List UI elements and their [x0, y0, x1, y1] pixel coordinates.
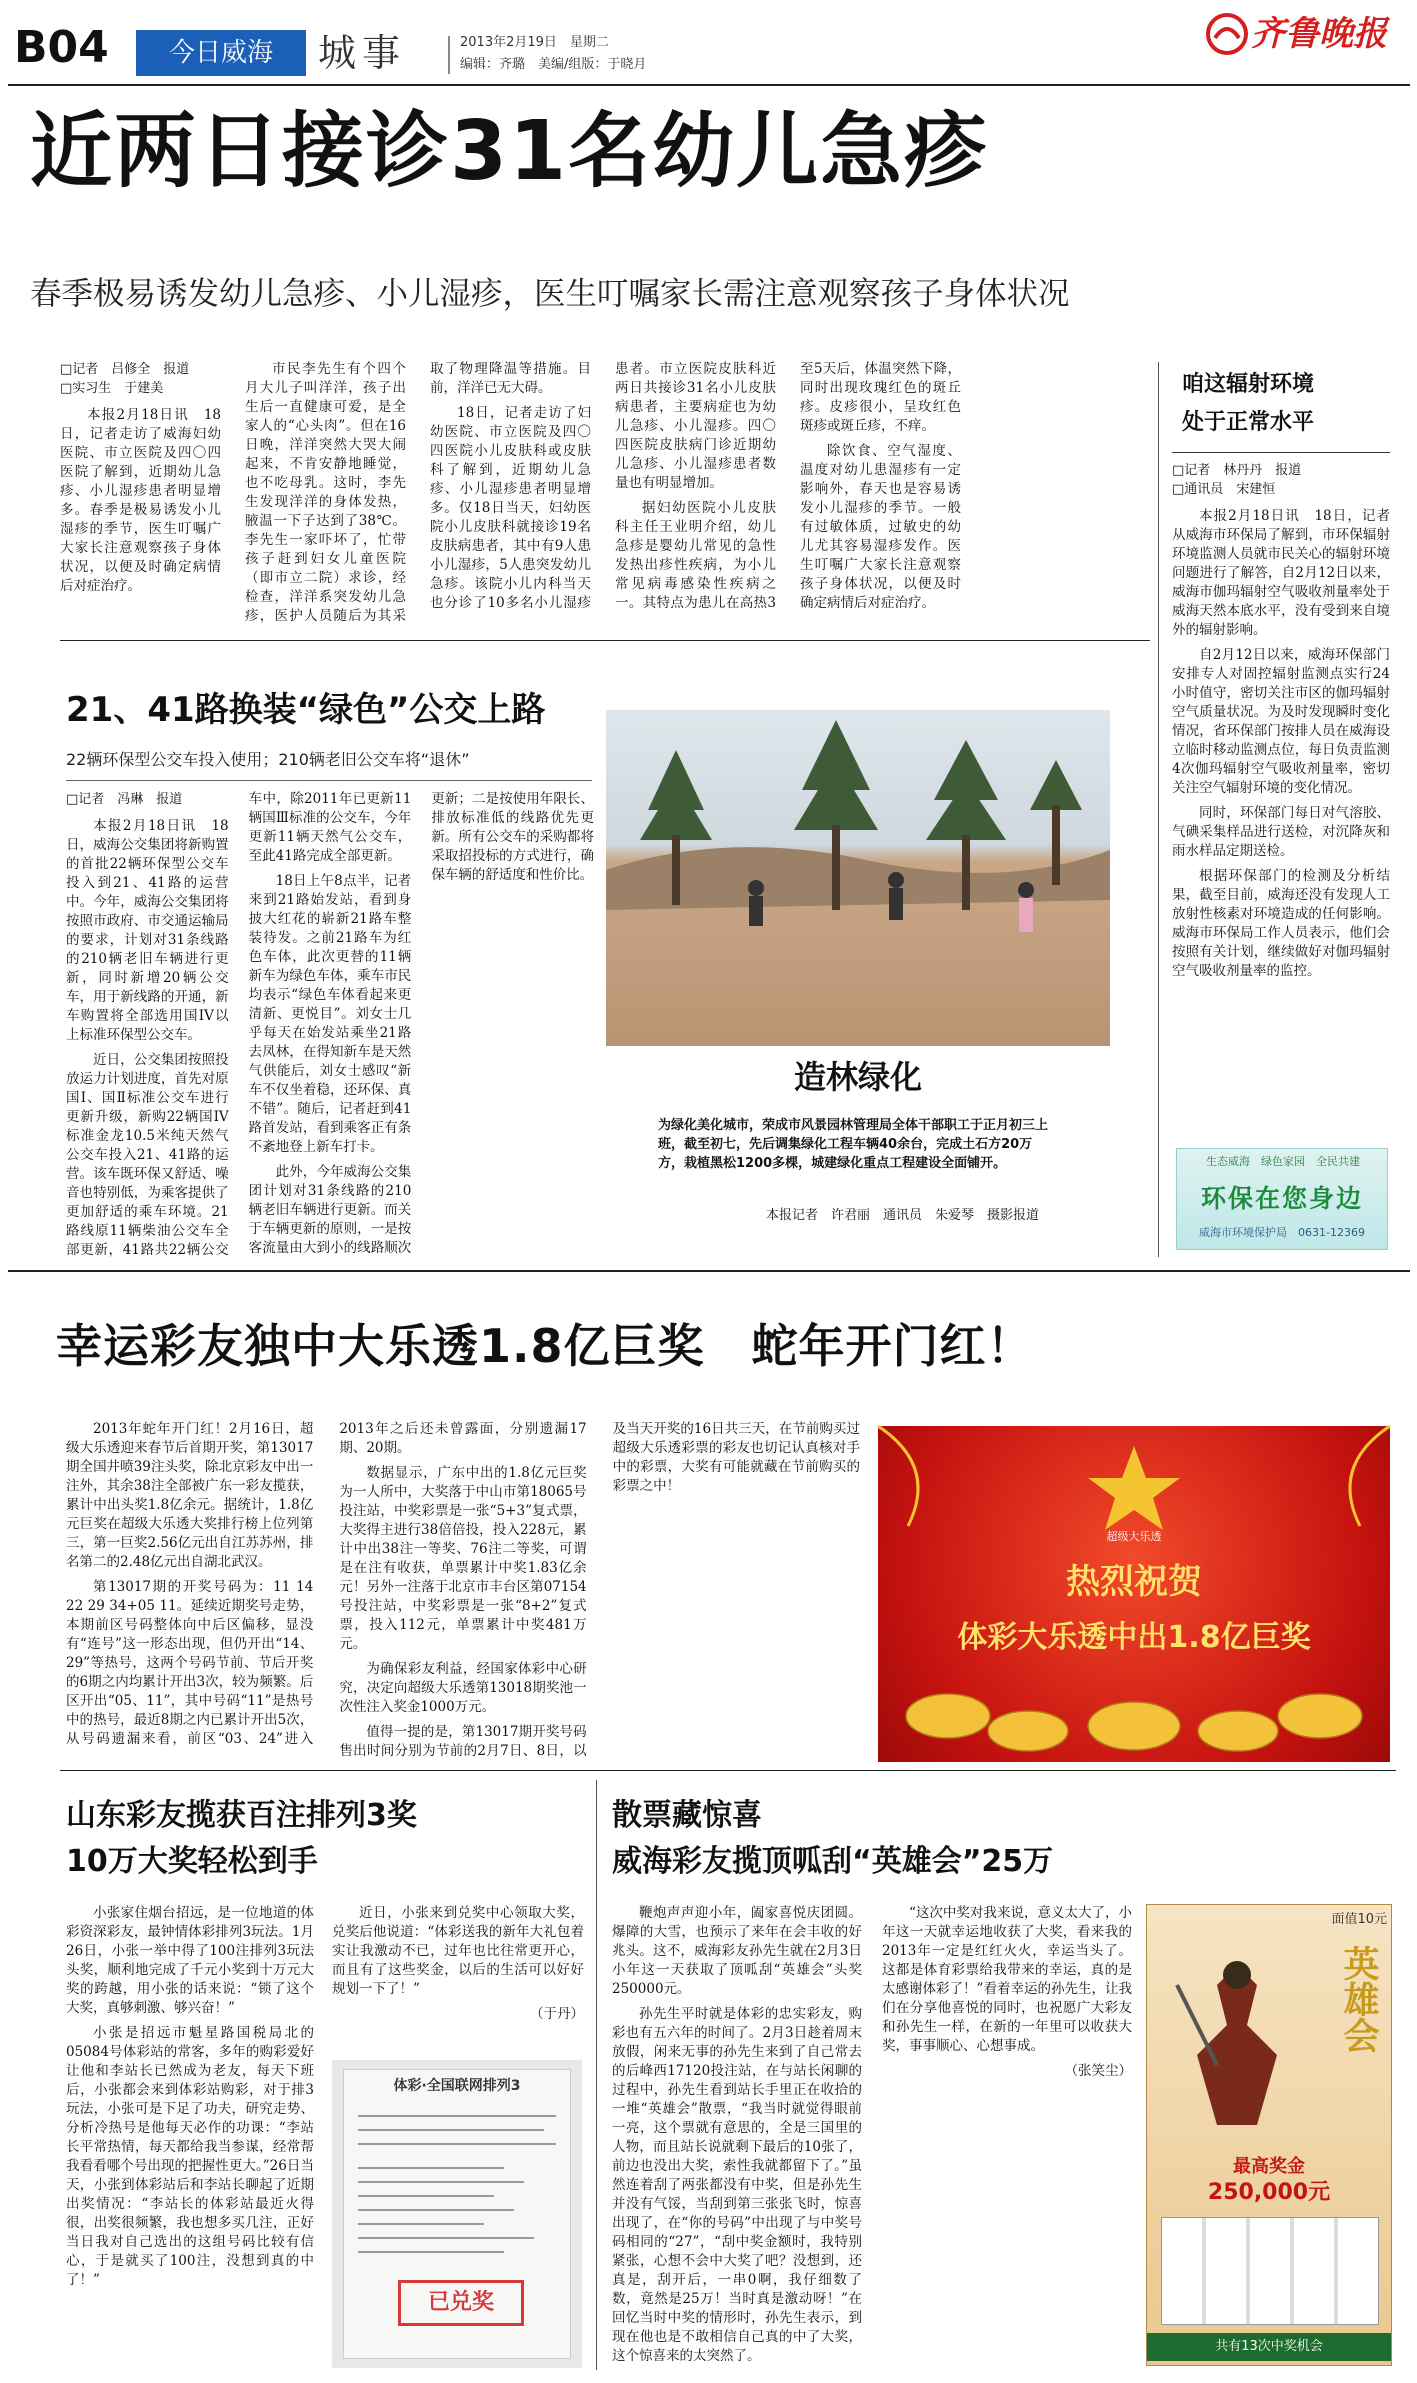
lead-paragraph: 除饮食、空气湿度、温度对幼儿患湿疹有一定影响外，春天也是容易诱发小儿湿疹的季节。一般有过敏体质，过敏史的幼儿尤其容易湿疹发作。医生叮嘱广大家长注意观察孩子身体状况，以便及时确定病情后对症治疗。	[800, 443, 961, 611]
pailie3-ticket-title: 体彩·全国联网排列3	[393, 2078, 521, 2094]
pailie3-column-2	[332, 1904, 584, 2056]
forest-credit: 本报记者 许君丽 通讯员 朱爱琴 摄影报道	[766, 1208, 1040, 1223]
column-name: 城事	[318, 31, 407, 75]
lead-headline: 近两日接诊31名幼儿急疹	[30, 104, 989, 199]
environment-banner-text: 环保在您身边	[1200, 1184, 1363, 1213]
section-rule	[60, 640, 1150, 641]
radiation-headline-line2: 处于正常水平	[1182, 410, 1315, 435]
pailie3-headline-line2: 10万大奖轻松到手	[66, 1844, 318, 1879]
radiation-paragraph: 根据环保部门的检测及分析结果，截至目前，威海还没有发现人工放射性核素对环境造成的任何影响。威海市环保局工作人员表示，他们会按照有关计划，继续做好对伽玛辐射空气吸收剂量率的监控。	[1172, 868, 1390, 979]
column-divider	[596, 1780, 597, 2370]
bus-headline: 21、41路换装“绿色”公交上路	[66, 690, 546, 730]
scratch-card-prize-label: 最高奖金	[1233, 2156, 1305, 2177]
lottery-banner-main: 体彩大乐透中出1.8亿巨奖	[957, 1620, 1311, 1655]
scratch-credit: （张笑尘）	[1064, 2063, 1132, 2079]
forest-caption: 为绿化美化城市，荣成市风景园林管理局全体干部职工于正月初三上班，截至初七，先后调集绿化工程车辆40余台，完成土石方20万方，栽植黑松1200多棵，城建绿化重点工程建设全面铺开。	[658, 1118, 1049, 1171]
lead-paragraph: 据妇幼医院小儿皮肤科主任王业明介绍，幼儿急疹是婴幼儿常见的急性发热出疹性疾病，为小儿常见病毒感染性疾病之一。其特点为患儿在高热3至5天后，体温突然下降，同时出现玫瑰红色的斑丘疹。皮疹很小，呈玫红色斑疹或斑丘疹，不痒。	[615, 361, 961, 611]
lead-subhead: 春季极易诱发幼儿急疹、小儿湿疹，医生叮嘱家长需注意观察孩子身体状况	[30, 276, 1070, 312]
editor-credits: 编辑：齐璐 美编/组版：于晓月	[460, 57, 647, 72]
pailie3-paragraph: 小张是招远市魁星路国税局北的05084号体彩站的常客，多年的购彩爱好让他和李站长已然成为老友，每天下班后，小张都会来到体彩站购彩，对于排3玩法，小张可是下足了功夫，研究走势、分析冷热号是他每天必作的功课：“李站长平常热情，每天都给我当参谋，经常帮我看看哪个号出现的把握性更大。”26日当天，小张到体彩站后和李站长聊起了近期出奖情况：“李站长的体彩站最近火得很，出奖很频繁，我也想多买几注，正好当日我对自己选出的这组号码比较有信心，于是就买了100注，没想到真的中了！”	[66, 2025, 314, 2288]
pailie3-paragraph: 近日，小张来到兑奖中心领取大奖，兑奖后他说道：“体彩送我的新年大礼包着实让我激动不已，过年也比往常更开心，而且有了这些奖金，以后的生活可以好好规划一下了！”	[332, 1905, 584, 1997]
scratch-paragraph: “这次中奖对我来说，意义太大了，小年这一天就幸运地收获了大奖，看来我的2013年一定是红红火火，幸运当头了。这都是体育彩票给我带来的幸运，真的是太感谢体彩了！”看着幸运的孙先生，让我们在分享他喜悦的同时，也祝愿广大彩友和孙先生一样，在新的一年里可以收获大奖，事事顺心、心想事成。	[882, 1905, 1132, 2054]
newspaper-logo	[1205, 10, 1405, 60]
lead-byline-reporter: □记者 吕修全 报道	[60, 362, 190, 377]
bus-paragraph: 此外，今年威海公交集团计划对31条线路的210辆老旧车辆进行更新。而关于车辆更新的原则，一是按客流量由大到小的线路顺次更新；二是按使用年限长、排放标准低的线路优先更新。所有公交车的采购都将采取招投标的方式进行，确保车辆的舒适度和性价比。	[248, 791, 594, 1256]
section-rule	[60, 1770, 1396, 1771]
scratch-paragraph: 孙先生平时就是体彩的忠实彩友，购彩也有五六年的时间了。2月3日趁着周末放假，闲来无事的孙先生来到了自己常去的后峰西17120投注站，在与站长闲聊的过程中，孙先生看到站长手里正在收拾的一堆“英雄会”散票，“我当时就觉得眼前一亮，这个票就有意思的，全是三国里的人物，而且站长说就剩下最后的10张了，前边也没出大奖，索性我就都留下了。”虽然连着刮了两张都没有中奖，但是孙先生并没有气馁，当刮到第三张张飞时，惊喜出现了，在“你的号码”中出现了与中奖号码相同的“27”，“刮中奖金额时，我特别紧张，心想不会中大奖了吧？没想到，还真是，刮开后，一串0啊，我仔细数了数，竟然是25万！当时真是激动呀！”在回忆当时中奖的情形时，孙先生表示，到现在他也是不敢相信自己真的中了大奖，这个惊喜来的太突然了。	[612, 2006, 862, 2364]
scratch-card-price: 面值10元	[1331, 1912, 1387, 1927]
pailie3-ticket	[344, 2070, 570, 2358]
lead-byline-intern: □实习生 于建美	[60, 381, 164, 396]
issue-date: 2013年2月19日 星期二	[460, 35, 609, 50]
radiation-paragraph: 自2月12日以来，威海环保部门安排专人对固控辐射监测点实行24小时值守，密切关注市区的伽玛辐射空气质量状况。为及时发现瞬时变化情况，省环保部门按排人员在威海设立临时移动监测点位，每日负责监测4次伽玛辐射空气吸收剂量率，密切关注空气辐射环境的变化情况。	[1172, 647, 1390, 796]
pailie3-credit: （于丹）	[530, 2006, 584, 2022]
forest-photo	[606, 710, 1110, 1046]
environment-banner	[1176, 1148, 1388, 1250]
lottery-paragraph: 值得一提的是，第13017期开奖号码售出时间分别为节前的2月7日、8日，以及当天开奖的16日共三天，在节前购买过超级大乐透彩票的彩友也切记认真核对手中的彩票，大奖有可能就藏在节前购买的彩票之中！	[339, 1421, 860, 1759]
logo-emblem-icon	[1205, 12, 1249, 56]
scratch-card-warrior	[1157, 1945, 1317, 2145]
bus-body	[66, 790, 594, 1260]
lottery-body	[66, 1420, 860, 1770]
lead-body	[60, 360, 961, 630]
divider-line	[448, 36, 450, 74]
scratch-card-photo	[1146, 1904, 1392, 2366]
scratch-headline-line2: 威海彩友揽顶呱刮“英雄会”25万	[612, 1844, 1054, 1879]
scratch-card-grid	[1161, 2217, 1379, 2325]
scratch-body	[612, 1904, 1132, 2374]
lottery-paragraph: 数据显示，广东中出的1.8亿元巨奖为一人所中，大奖落于中山市第18065号投注站，中奖彩票是一张“5+3”复式票，大奖得主进行38倍倍投，投入228元，累计中出38注一等奖、76注二等奖，可谓是在注有收获，单票累计中奖1.83亿余元！另外一注落于北京市丰台区第07154号投注站，中奖彩票是一张“8+2”复式票，投入112元，单票累计中奖481万元。	[339, 1465, 587, 1652]
section-tab: 今日威海	[136, 30, 306, 76]
lead-paragraph: 本报2月18日讯 18日，记者走访了威海妇幼医院、市立医院及四〇四医院了解到，近期幼儿急疹、小儿湿疹患者明显增多。春季是极易诱发小儿湿疹的季节，医生叮嘱广大家长注意观察孩子身体状况，以便及时确定病情后对症治疗。	[60, 407, 221, 594]
forest-photo-scene	[606, 710, 1110, 1046]
section-divider	[8, 1270, 1410, 1272]
scratch-headline-line1: 散票藏惊喜	[612, 1798, 762, 1833]
forest-title: 造林绿化	[793, 1058, 922, 1096]
pailie3-ticket-photo	[332, 2060, 582, 2368]
radiation-byline-reporter: □记者 林丹丹 报道	[1172, 463, 1302, 478]
radiation-rule	[1172, 452, 1390, 453]
scratch-paragraph: 鞭炮声声迎小年，阖家喜悦庆团圆。爆障的大雪，也预示了来年在会丰收的好兆头。这不，威海彩友孙先生就在2月3日小年这一天获取了顶呱刮“英雄会”头奖250000元。	[612, 1905, 862, 1997]
lead-paragraph: 18日，记者走访了妇幼医院、市立医院及四〇四医院小儿皮肤科或皮肤科了解到，近期幼儿急疹、小儿湿疹患者明显增多。仅18日当天，妇幼医院小儿皮肤科就接诊19名皮肤病患者，其中有9人患小儿湿疹，5人患突发幼儿急疹。该院小儿内科当天也分诊了10多名小儿湿疹患者。市立医院皮肤科近两日共接诊31名小儿皮肤病患者，主要病症也为幼儿急疹、小儿湿疹。四〇四医院皮肤病门诊近期幼儿急疹、小儿湿疹患者数量也有明显增加。	[430, 361, 776, 611]
environment-banner-footer: 威海市环境保护局 0631-12369	[1199, 1226, 1365, 1239]
radiation-story	[1172, 366, 1390, 1136]
lottery-paragraph: 2013年蛇年开门红！2月16日，超级大乐透迎来春节后首期开奖，第13017期全国井喷39注头奖，除北京彩友中出一注外，其余38注全部被广东一彩友揽获，累计中出头奖1.8亿余元。据统计，1.8亿元巨奖在超级大乐透大奖排行榜上位列第三，第一巨奖2.56亿元出自江苏苏州，排名第二的2.48亿元出自湖北武汉。	[66, 1421, 314, 1570]
pailie3-headline-line1: 山东彩友揽获百注排列3奖	[66, 1798, 417, 1833]
lottery-banner	[878, 1426, 1390, 1762]
lead-byline	[60, 360, 221, 398]
bus-paragraph: 18日上午8点半，记者来到21路始发站，看到身披大红花的崭新21路车整装待发。之前21路车为红色车体，此次更替的11辆新车为绿色车体，乘车市民均表示“绿色车体看起来更清新、更悦目”。刘女士几乎每天在始发站乘坐21路去凤林，在得知新车是天然气供能后，刘女士感叹“新车不仅坐着稳，还环保、真不错”。随后，记者赶到41路首发站，看到乘客正有条不紊地登上新车打卡。	[248, 873, 412, 1155]
bus-paragraph: 本报2月18日讯 18日，威海公交集团将新购置的首批22辆环保型公交车投入到21、41路的运营中。今年，威海公交集团将按照市政府、市交通运输局的要求，计划对31条线路的210辆老旧车辆进行更新，同时新增20辆公交车，用于新线路的开通，新车购置将全部选用国IV以上标准环保型公交车。	[66, 818, 229, 1043]
radiation-byline	[1172, 461, 1390, 499]
radiation-byline-correspondent: □通讯员 宋建恒	[1172, 482, 1276, 497]
radiation-divider	[1158, 362, 1159, 1257]
bus-byline: □记者 冯琳 报道	[66, 792, 183, 807]
bus-subhead-rule	[66, 780, 592, 781]
masthead-rule	[8, 84, 1410, 86]
page-number: B04	[14, 22, 109, 73]
lottery-banner-logo: 超级大乐透	[1106, 1530, 1162, 1543]
lottery-banner-greeting: 热烈祝贺	[1066, 1562, 1202, 1602]
bus-paragraph: 近日，公交集团按照投放运力计划进度，首先对原国Ⅰ、国Ⅱ标准公交车进行更新升级，新购22辆国IV标准金龙10.5米纯天然气公交车投入21、41路的运营。该车既环保又舒适、噪音也特别低，为乘客提供了更加舒适的乘车环境。21路线原11辆柴油公交车全部更新，41路共22辆公交车中，除2011年已更新11辆国Ⅲ标准的公交车，今年更新11辆天然气公交车，至此41路完成全部更新。	[66, 791, 412, 1258]
newspaper-name: 齐鲁晚报	[1251, 14, 1387, 54]
lead-paragraph: 市民李先生有个四个月大儿子叫洋洋，孩子出生后一直健康可爱，是全家人的“心头肉”。但在16日晚，洋洋突然大哭大闹起来，不肯安静地睡觉，也不吃母乳。这时，李先生发现洋洋的身体发热，腋温一下子达到了38℃。李先生一家吓坏了，忙带孩子赶到妇女儿童医院（即市立二院）求诊，经检查，洋洋系突发幼儿急疹，医护人员随后为其采取了物理降温等措施。目前，洋洋已无大碍。	[245, 361, 591, 624]
radiation-paragraph: 本报2月18日讯 18日，记者从威海市环保局了解到，市环保辐射环境监测人员就市民关心的辐射环境问题进行了解答，自2月12日以来，威海市伽玛辐射空气吸收剂量率处于威海天然本底水平，没有受到来自境外的辐射影响。	[1172, 508, 1390, 638]
scratch-card-footer: 共有13次中奖机会	[1147, 2333, 1391, 2361]
radiation-headline-line1: 咱这辐射环境	[1182, 372, 1315, 397]
scratch-card-prize: 250,000元	[1207, 2180, 1331, 2205]
lottery-paragraph: 第13017期的开奖号码为：11 14 22 29 34+05 11。延续近期奖号走势，本期前区号码整体向中后区偏移，显没有“连号”这一形态出现，但仍开出“14、29”等热号，这两个号码节前、节后开奖的6期之内均累计开出3次，较为频繁。后区开出“05、11”，其中号码“11”是热号中的热号，最近8期之内已累计开出5次，从号码遗漏来看，前区“03、24”进入2013年之后还未曾露面，分别遗漏17期、20期。	[66, 1421, 587, 1747]
scratch-card-title: 英雄会	[1338, 1945, 1379, 2053]
forest-caption-box	[606, 1046, 1110, 1258]
lottery-paragraph: 为确保彩友利益，经国家体彩中心研究，决定向超级大乐透第13018期奖池一次性注入奖金1000万元。	[339, 1661, 587, 1715]
bus-subhead: 22辆环保型公交车投入使用；210辆老旧公交车将“退休”	[66, 750, 470, 769]
radiation-paragraph: 同时，环保部门每日对气溶胶、气碘采集样品进行送检，对沉降灰和雨水样品定期送检。	[1172, 805, 1390, 859]
pailie3-ticket-lines	[344, 2106, 570, 2306]
masthead	[0, 0, 1417, 86]
environment-banner-slogan: 生态威海 绿色家园 全民共建	[1206, 1155, 1360, 1168]
pailie3-column-1	[66, 1904, 314, 2374]
lottery-headline: 幸运彩友独中大乐透1.8亿巨奖 蛇年开门红！	[56, 1319, 1034, 1373]
pailie3-ticket-stamp: 已兑奖	[398, 2280, 524, 2326]
pailie3-paragraph: 小张家住烟台招远，是一位地道的体彩资深彩友，最钟情体彩排列3玩法。1月26日，小张一举中得了100注排列3玩法头奖，顺利地完成了千元小奖到十万元大奖的跨越，用小张的话来说：“锁了这个大奖，真够刺激、够兴奋！”	[66, 1905, 314, 2016]
